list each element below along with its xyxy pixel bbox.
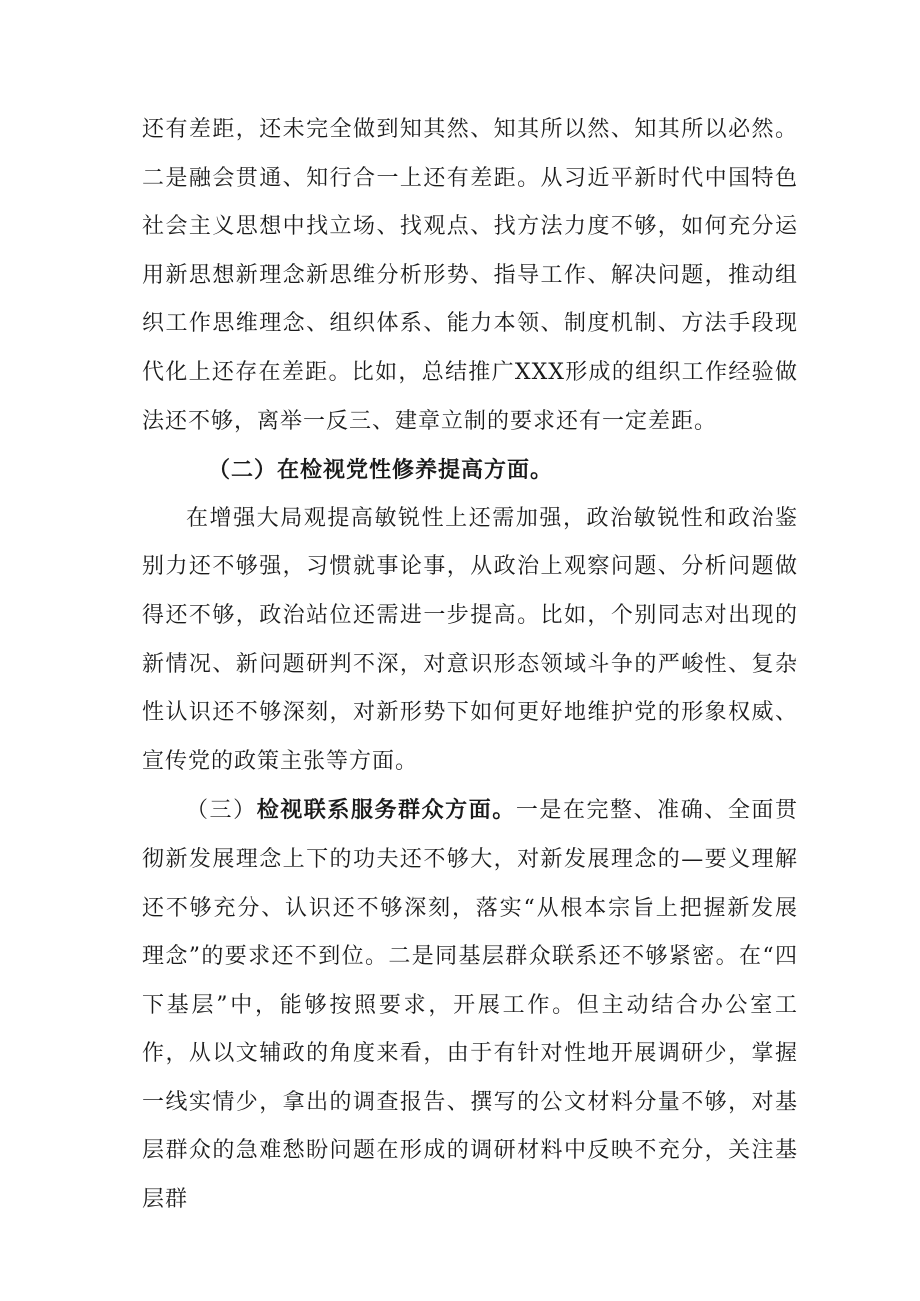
section-number-3: （三）: [186, 798, 257, 824]
document-page: [142, 106, 798, 1225]
section-heading-2: （二）在检视党性修养提高方面。: [208, 457, 554, 484]
paragraph-serve-masses: [142, 786, 798, 1224]
section-title-3: 检视联系服务群众方面。: [256, 797, 516, 824]
paragraph-party-spirit: 在增强大局观提高敏锐性上还需加强，政治敏锐性和政治鉴别力还不够强，习惯就事论事，从政治上观察问题、分析问题做得还不够，政治站位还需进一步提高。比如，个别同志对出现的新情况、新问题研判不深，对意识形态领域斗争的严峻性、复杂性认识还不够深刻，对新形势下如何更好地维护党的形象权威、宣传党的政策主张等方面。: [142, 505, 798, 774]
section-heading-3: [186, 797, 516, 823]
paragraph-continuation: 还有差距，还未完全做到知其然、知其所以然、知其所以必然。二是融会贯通、知行合一上还有差距。从习近平新时代中国特色社会主义思想中找立场、找观点、找方法力度不够，如何充分运用新思想新理念新思维分析形势、指导工作、解决问题，推动组织工作思维理念、组织体系、能力本领、制度机制、方法手段现代化上还存在差距。比如，总结推广XXX形成的组织工作经验做法还不够，离举一反三、建章立制的要求还有一定差距。: [142, 117, 798, 434]
paragraph-body-3: 一是在完整、准确、全面贯彻新发展理念上下的功夫还不够大，对新发展理念的—要义理解还不够充分、认识还不够深刻，落实“从根本宗旨上把握新发展理念”的要求还不到位。二是同基层群众联系还不够紧密。在“四下基层”中，能够按照要求，开展工作。但主动结合办公室工作，从以文辅政的角度来看，由于有针对性地开展调研少，掌握一线实情少，拿出的调查报告、撰写的公文材料分量不够，对基层群众的急难愁盼问题在形成的调研材料中反映不充分，关注基层群: [142, 798, 798, 1213]
